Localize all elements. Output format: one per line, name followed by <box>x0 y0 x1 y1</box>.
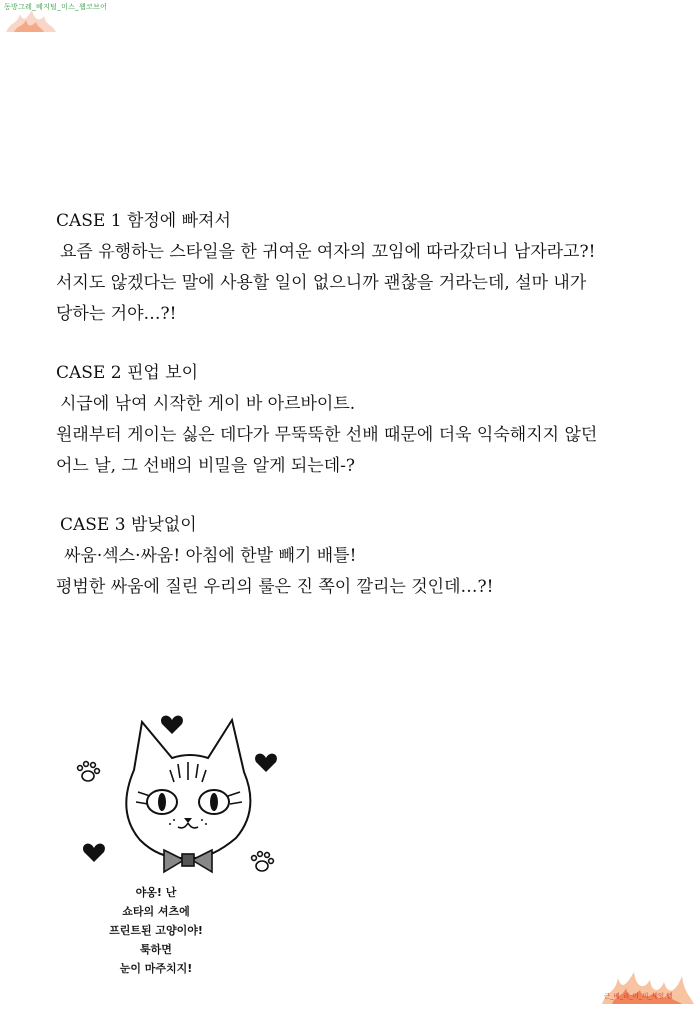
case-line: 요즘 유행하는 스타일을 한 귀여운 여자의 꼬임에 따라갔더니 남자라고?! <box>60 242 596 262</box>
case-line: 원래부터 게이는 싫은 데다가 무뚝뚝한 선배 때문에 더욱 익숙해지지 않던 <box>56 425 598 445</box>
paw-icon <box>252 852 274 871</box>
case-title: CASE 3 밤낮없이 <box>60 515 197 535</box>
heart-icon <box>83 844 105 862</box>
bow-tie-icon <box>164 850 212 872</box>
case-2 <box>56 358 676 482</box>
heart-icon <box>255 754 277 772</box>
cat-speech: 야옹! 난 쇼타의 셔츠에 프린트된 고양이야! 툭하면 눈이 마주치지! <box>109 886 203 975</box>
case-list <box>56 206 676 631</box>
case-1 <box>56 206 676 330</box>
case-title: CASE 1 함정에 빠져서 <box>56 211 231 231</box>
case-title: CASE 2 핀업 보이 <box>56 363 199 383</box>
heart-icon <box>161 716 183 734</box>
watermark-top: 동방그레_베지털_미스_웹코브어 <box>4 2 154 34</box>
case-line: 평범한 싸움에 질린 우리의 룰은 진 쪽이 깔리는 것인데…?! <box>56 577 494 597</box>
case-line: 어느 날, 그 선배의 비밀을 알게 되는데-? <box>56 456 356 476</box>
case-line: 싸움·섹스·싸움! 아침에 한발 빼기 배틀! <box>64 546 357 566</box>
case-line: 시급에 낚여 시작한 게이 바 아르바이트. <box>60 394 356 414</box>
case-line: 당하는 거야…?! <box>56 304 177 324</box>
case-3 <box>56 510 676 603</box>
paw-icon <box>78 762 100 781</box>
watermark-bottom: 근_베_리_미_미_세일 엘 <box>598 962 698 1006</box>
case-line: 서지도 않겠다는 말에 사용할 일이 없으니까 괜찮을 거라는데, 설마 내가 <box>56 273 587 293</box>
